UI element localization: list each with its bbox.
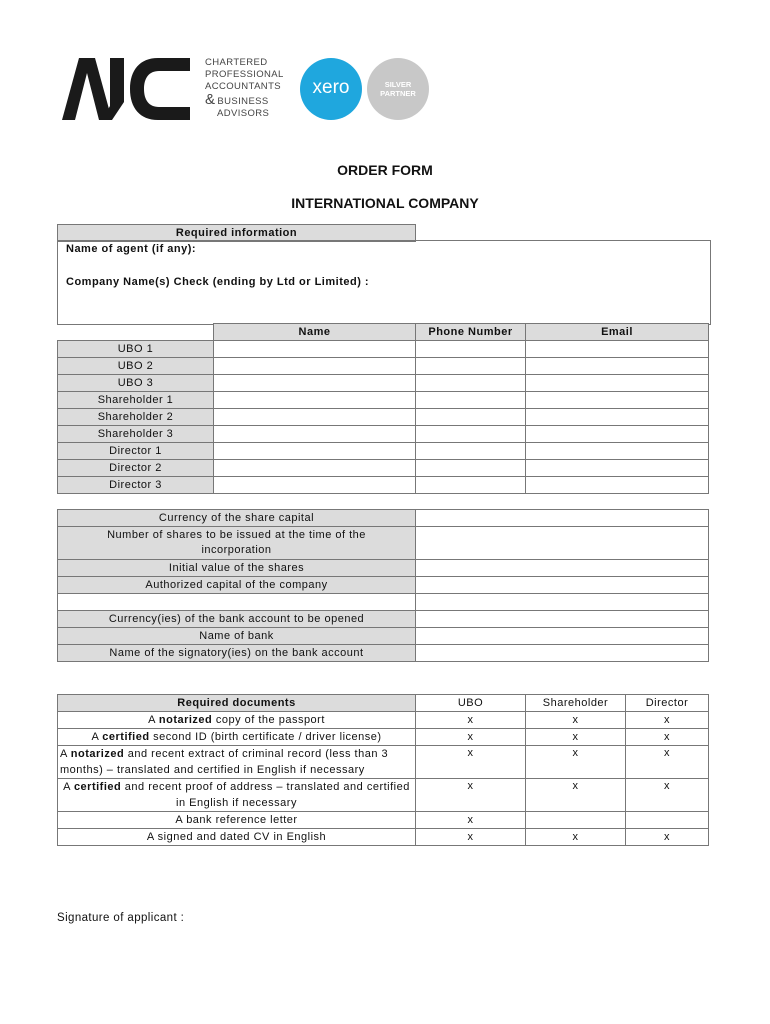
row-label: Director 2 (58, 460, 214, 477)
name-cell[interactable] (214, 358, 416, 375)
email-cell[interactable] (526, 443, 709, 460)
document-label: A notarized copy of the passport (58, 712, 416, 729)
table-row (58, 358, 709, 375)
page-subtitle: INTERNATIONAL COMPANY (291, 195, 479, 211)
column-header-ubo: UBO (416, 695, 526, 712)
column-header-shareholder: Shareholder (526, 695, 626, 712)
table-row (58, 527, 709, 560)
documents-table (57, 694, 709, 846)
table-row (58, 645, 709, 662)
row-label: Initial value of the shares (58, 560, 416, 577)
check-mark: x (416, 712, 526, 729)
document-label: A certified second ID (birth certificate / driver license) (58, 729, 416, 746)
document-label: A signed and dated CV in English (58, 829, 416, 846)
table-row (58, 341, 709, 358)
table-row (58, 560, 709, 577)
phone-cell[interactable] (416, 409, 526, 426)
row-label: Currency(ies) of the bank account to be opened (58, 611, 416, 628)
capital-table (57, 509, 709, 662)
check-mark (526, 812, 626, 829)
row-label: Director 3 (58, 477, 214, 494)
row-label: Shareholder 3 (58, 426, 214, 443)
check-mark: x (416, 746, 526, 779)
document-label: A notarized and recent extract of criminal record (less than 3 months) – translated and certified in English if necessary (58, 746, 416, 779)
name-cell[interactable] (214, 443, 416, 460)
table-row (58, 779, 709, 812)
company-name-field[interactable]: Company Name(s) Check (ending by Ltd or Limited) : (66, 276, 370, 288)
check-mark: x (416, 812, 526, 829)
table-row (58, 729, 709, 746)
phone-cell[interactable] (416, 341, 526, 358)
table-row (58, 712, 709, 729)
table-row (58, 375, 709, 392)
tagline-line: PROFESSIONAL (205, 69, 284, 81)
agent-name-field[interactable]: Name of agent (if any): (66, 243, 197, 255)
name-cell[interactable] (214, 392, 416, 409)
phone-cell[interactable] (416, 358, 526, 375)
table-row (58, 611, 709, 628)
check-mark: x (626, 729, 709, 746)
name-cell[interactable] (214, 341, 416, 358)
phone-cell[interactable] (416, 392, 526, 409)
signature-label[interactable]: Signature of applicant : (57, 912, 185, 924)
check-mark: x (626, 829, 709, 846)
empty-cell (58, 324, 214, 341)
table-row (58, 695, 709, 712)
row-label: UBO 2 (58, 358, 214, 375)
check-mark: x (626, 746, 709, 779)
value-cell[interactable] (416, 527, 709, 560)
document-label: A certified and recent proof of address – translated and certified in English if necessary (58, 779, 416, 812)
check-mark: x (416, 829, 526, 846)
table-row (58, 460, 709, 477)
check-mark: x (526, 712, 626, 729)
table-row (58, 443, 709, 460)
table-row (58, 628, 709, 645)
row-label: Shareholder 1 (58, 392, 214, 409)
value-cell[interactable] (416, 645, 709, 662)
phone-cell[interactable] (416, 426, 526, 443)
row-label: Name of the signatory(ies) on the bank account (58, 645, 416, 662)
row-label (58, 527, 416, 560)
table-row (58, 594, 709, 611)
required-info-box (57, 240, 711, 325)
email-cell[interactable] (526, 375, 709, 392)
tagline-amp: & (205, 90, 216, 108)
email-cell[interactable] (526, 358, 709, 375)
table-row (58, 812, 709, 829)
table-row (58, 829, 709, 846)
row-label: Director 1 (58, 443, 214, 460)
check-mark: x (626, 712, 709, 729)
name-cell[interactable] (214, 477, 416, 494)
email-cell[interactable] (526, 426, 709, 443)
check-mark: x (526, 779, 626, 812)
tagline-line: CHARTERED (205, 57, 268, 68)
required-info-title: Required information (58, 225, 416, 242)
document-label: A bank reference letter (58, 812, 416, 829)
check-mark: x (626, 779, 709, 812)
check-mark: x (526, 729, 626, 746)
table-row (58, 577, 709, 594)
column-header-documents: Required documents (58, 695, 416, 712)
email-cell[interactable] (526, 392, 709, 409)
row-label: Shareholder 2 (58, 409, 214, 426)
column-header-phone: Phone Number (416, 324, 526, 341)
partner-line: PARTNER (380, 89, 416, 98)
table-row (58, 409, 709, 426)
value-cell[interactable] (416, 560, 709, 577)
name-cell[interactable] (214, 426, 416, 443)
people-table (57, 323, 709, 494)
name-cell[interactable] (214, 375, 416, 392)
row-label: Name of bank (58, 628, 416, 645)
value-cell[interactable] (416, 611, 709, 628)
silver-partner-badge (367, 58, 429, 120)
spacer-cell (58, 594, 416, 611)
table-row (58, 510, 709, 527)
table-row (58, 392, 709, 409)
table-row (58, 426, 709, 443)
check-mark: x (526, 746, 626, 779)
table-row (58, 746, 709, 779)
email-cell[interactable] (526, 477, 709, 494)
logo-tagline (205, 57, 284, 120)
table-row (58, 477, 709, 494)
row-label: Currency of the share capital (58, 510, 416, 527)
phone-cell[interactable] (416, 477, 526, 494)
email-cell[interactable] (526, 409, 709, 426)
ajc-logo (62, 58, 190, 120)
value-cell[interactable] (416, 510, 709, 527)
name-cell[interactable] (214, 409, 416, 426)
row-label: Authorized capital of the company (58, 577, 416, 594)
spacer-cell (416, 594, 709, 611)
label-line: Number of shares to be issued at the time of the (107, 529, 366, 541)
check-mark (626, 812, 709, 829)
row-label: UBO 3 (58, 375, 214, 392)
check-mark: x (526, 829, 626, 846)
email-cell[interactable] (526, 460, 709, 477)
phone-cell[interactable] (416, 375, 526, 392)
email-cell[interactable] (526, 341, 709, 358)
phone-cell[interactable] (416, 443, 526, 460)
tagline-line: BUSINESS (217, 95, 269, 107)
xero-logo: xero (300, 58, 362, 120)
row-label: UBO 1 (58, 341, 214, 358)
phone-cell[interactable] (416, 460, 526, 477)
check-mark: x (416, 729, 526, 746)
label-line: incorporation (201, 544, 272, 556)
column-header-name: Name (214, 324, 416, 341)
tagline-line: ACCOUNTANTS (205, 81, 282, 93)
check-mark: x (416, 779, 526, 812)
name-cell[interactable] (214, 460, 416, 477)
column-header-director: Director (626, 695, 709, 712)
partner-line: SILVER (384, 80, 412, 89)
value-cell[interactable] (416, 628, 709, 645)
page-title: ORDER FORM (337, 162, 433, 178)
column-header-email: Email (526, 324, 709, 341)
tagline-line: ADVISORS (217, 107, 270, 119)
value-cell[interactable] (416, 577, 709, 594)
